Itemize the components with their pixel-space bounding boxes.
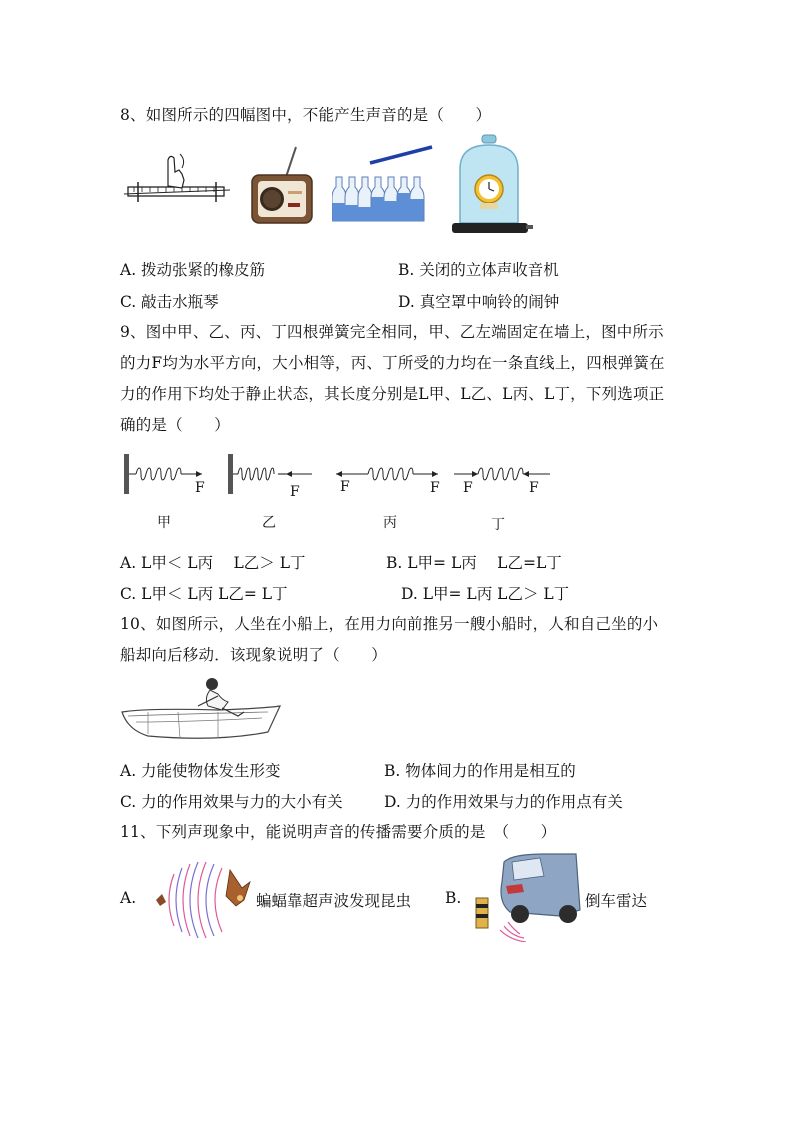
q9-spring-bing	[334, 460, 442, 494]
q9-stem-line-1: 9、图中甲、乙、丙、丁四根弹簧完全相同，甲、乙左端固定在墙上，图中所示	[120, 323, 664, 341]
q11-option-a-text: 蝙蝠靠超声波发现昆虫	[256, 892, 412, 910]
q9-option-d: D. L甲= L丙 L乙＞ L丁	[401, 585, 570, 603]
q9-option-b: B. L甲= L丙 L乙=L丁	[386, 554, 562, 572]
q8-option-b: B. 关闭的立体声收音机	[398, 261, 559, 279]
q11-stem: 11、下列声现象中，能说明声音的传播需要介质的是 （ ）	[120, 823, 557, 841]
q9-stem-line-4: 确的是（ ）	[120, 416, 230, 434]
q8-figure-radio	[248, 143, 318, 232]
q9-stem-line-2: 的力F均为水平方向，大小相等，丙、丁所受的力均在一条直线上，四根弹簧在	[120, 354, 665, 372]
q9-force-label-bing-right: F	[430, 480, 440, 496]
q9-force-label-bing-left: F	[340, 479, 350, 495]
q8-figure-water-bottles	[332, 143, 436, 232]
q9-caption-jia: 甲	[157, 515, 171, 531]
q10-figure-boats	[118, 672, 288, 752]
q10-option-c: C. 力的作用效果与力的大小有关	[120, 793, 343, 811]
q11-option-a-letter: A.	[120, 889, 137, 907]
q8-option-c: C. 敲击水瓶琴	[120, 293, 219, 311]
q9-force-label-ding-left: F	[463, 480, 473, 496]
q9-spring-yi	[226, 452, 318, 504]
q10-option-b: B. 物体间力的作用是相互的	[384, 762, 576, 780]
q9-option-c: C. L甲＜ L丙 L乙= L丁	[120, 585, 288, 603]
q9-caption-yi: 乙	[262, 515, 276, 531]
q9-caption-ding: 丁	[491, 517, 505, 533]
q11-figure-parking-radar	[464, 852, 584, 946]
q11-figure-bat-sonar	[152, 860, 256, 946]
q10-stem-line-1: 10、如图所示，人坐在小船上，在用力向前推另一艘小船时，人和自己坐的小	[120, 615, 659, 633]
q9-spring-jia	[122, 452, 214, 504]
q10-option-d: D. 力的作用效果与力的作用点有关	[384, 793, 623, 811]
q9-force-label-ding-right: F	[529, 480, 539, 496]
q10-stem-line-2: 船却向后移动．该现象说明了（ ）	[120, 646, 387, 664]
q9-caption-bing: 丙	[383, 515, 397, 531]
q8-figure-rubber-band	[124, 150, 230, 224]
q8-stem: 8、如图所示的四幅图中，不能产生声音的是（ ）	[120, 106, 492, 124]
q8-option-d: D. 真空罩中响铃的闹钟	[398, 293, 560, 311]
q10-option-a: A. 力能使物体发生形变	[120, 762, 281, 780]
q8-figure-bell-jar	[448, 133, 534, 245]
q8-option-a: A. 拨动张紧的橡皮筋	[120, 261, 266, 279]
q11-option-b-letter: B.	[445, 889, 462, 907]
q9-stem-line-3: 力的作用下均处于静止状态，其长度分别是L甲、L乙、L丙、L丁，下列选项正	[120, 385, 665, 403]
q9-force-label-yi: F	[290, 484, 300, 500]
q11-option-b-text: 倒车雷达	[585, 892, 648, 910]
q9-force-label-jia: F	[195, 480, 205, 496]
q9-option-a: A. L甲＜ L丙 L乙＞ L丁	[120, 554, 306, 572]
